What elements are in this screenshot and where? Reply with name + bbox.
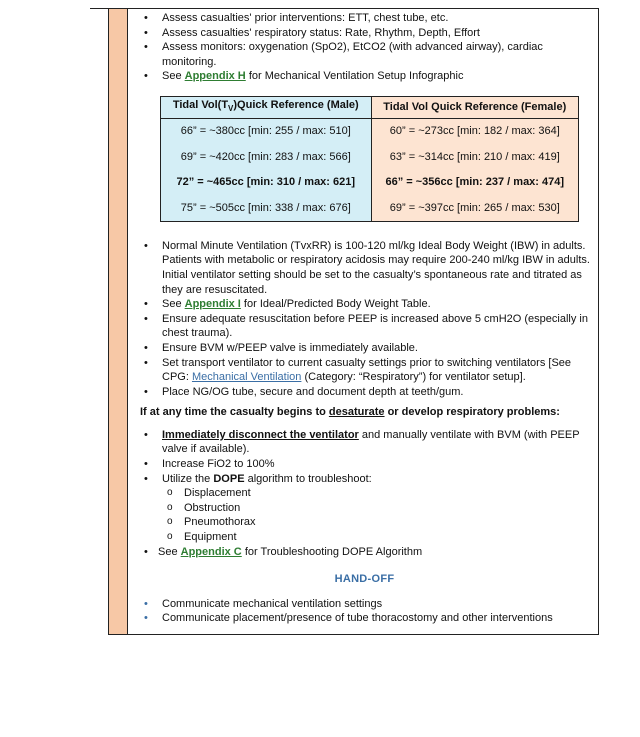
list-item: • Communicate placement/presence of tube thoracostomy and other interventions <box>139 611 590 626</box>
list-item: • Ensure adequate resuscitation before PEEP is increased above 5 cmH2O (especially in chest trauma). <box>139 312 590 341</box>
table-cell: 69” = ~397cc [min: 265 / max: 530] <box>371 195 578 221</box>
appendix-h-link[interactable]: Appendix H <box>184 70 246 83</box>
handoff-list <box>139 597 590 626</box>
table-header-male: Tidal $Vol(T_V)Quick$ Reference (Male) <box>161 96 372 118</box>
top-border-line <box>90 8 110 9</box>
dope-item: o Pneumothorax <box>139 515 590 530</box>
list-item: • Assess monitors: oxygenation (SpO2), EtCO2 (with advanced airway), cardiac monitoring. <box>139 40 590 69</box>
list-item: • Utilize the DOPE algorithm to troubleshoot: <box>139 472 590 487</box>
list-item: • See Appendix H for Mechanical Ventilation Setup Infographic <box>139 69 590 84</box>
dope-item: o Equipment <box>139 530 590 545</box>
mechanical-ventilation-link[interactable]: Mechanical Ventilation <box>191 371 302 384</box>
table-cell: 72” = ~465cc [min: 310 / max: 621] <box>161 170 372 196</box>
sidebar-color-bar <box>109 9 128 634</box>
list-item: • Communicate mechanical ventilation settings <box>139 597 590 612</box>
respiratory-problem-list <box>139 428 590 559</box>
table-cell: 66” = ~380cc [min: 255 / max: 510] <box>161 118 372 144</box>
tidal-volume-table <box>160 96 579 222</box>
list-item: • Immediately disconnect the ventilator and manually ventilate with BVM (with PEEP valve if available). <box>139 428 590 457</box>
appendix-i-link[interactable]: Appendix I <box>184 298 241 311</box>
table-row <box>161 144 579 170</box>
table-cell: 66” = ~356cc [min: 237 / max: 474] <box>371 170 578 196</box>
dope-item: o Obstruction <box>139 501 590 516</box>
assessment-list <box>139 11 590 84</box>
list-item: • Place NG/OG tube, secure and document depth at teeth/gum. <box>139 385 590 400</box>
list-item: • Ensure BVM w/PEEP valve is immediately available. <box>139 341 590 356</box>
list-item: • See Appendix I for Ideal/Predicted Body Weight Table. <box>139 297 590 312</box>
table-cell: 75” = ~505cc [min: 338 / max: 676] <box>161 195 372 221</box>
list-item: • Assess casualties' prior interventions: ETT, chest tube, etc. <box>139 11 590 26</box>
dope-item: o Displacement <box>139 486 590 501</box>
table-row <box>161 118 579 144</box>
table-cell: 63” = ~314cc [min: 210 / max: 419] <box>371 144 578 170</box>
ventilation-list <box>139 239 590 400</box>
list-item: • Set transport ventilator to current casualty settings prior to switching ventilators [See CPG: Mechanical Ventilation (Category: “Respiratory”) for ventilator setup]. <box>139 356 590 385</box>
list-item: • See Appendix C for Troubleshooting DOPE Algorithm <box>139 545 590 560</box>
table-row <box>161 170 579 196</box>
table-header-female: Tidal Vol Quick Reference (Female) <box>371 96 578 118</box>
list-item: • Increase FiO2 to 100% <box>139 457 590 472</box>
list-item: • Assess casualties' respiratory status: Rate, Rhythm, Depth, Effort <box>139 26 590 41</box>
table-cell: 60” = ~273cc [min: 182 / max: 364] <box>371 118 578 144</box>
table-row <box>161 195 579 221</box>
list-item: • Normal Minute Ventilation (TvxRR) is 100-120 ml/kg Ideal Body Weight (IBW) in adults. Patients with metabolic or respiratory acidosis may require 200-240 ml/kg IBW in adults. Initial ventilator setting should be set to the casualty’s spontaneous rate and titrated as they are resuscitated. <box>139 239 590 297</box>
desaturation-warning: If at any time the casualty begins to desaturate or develop respiratory problems: <box>140 406 560 419</box>
appendix-c-link[interactable]: Appendix C <box>180 545 242 558</box>
handoff-heading: HAND-OFF <box>334 573 395 586</box>
table-cell: 69” = ~420cc [min: 283 / max: 566] <box>161 144 372 170</box>
document-frame <box>108 8 599 635</box>
document-content <box>139 11 590 626</box>
